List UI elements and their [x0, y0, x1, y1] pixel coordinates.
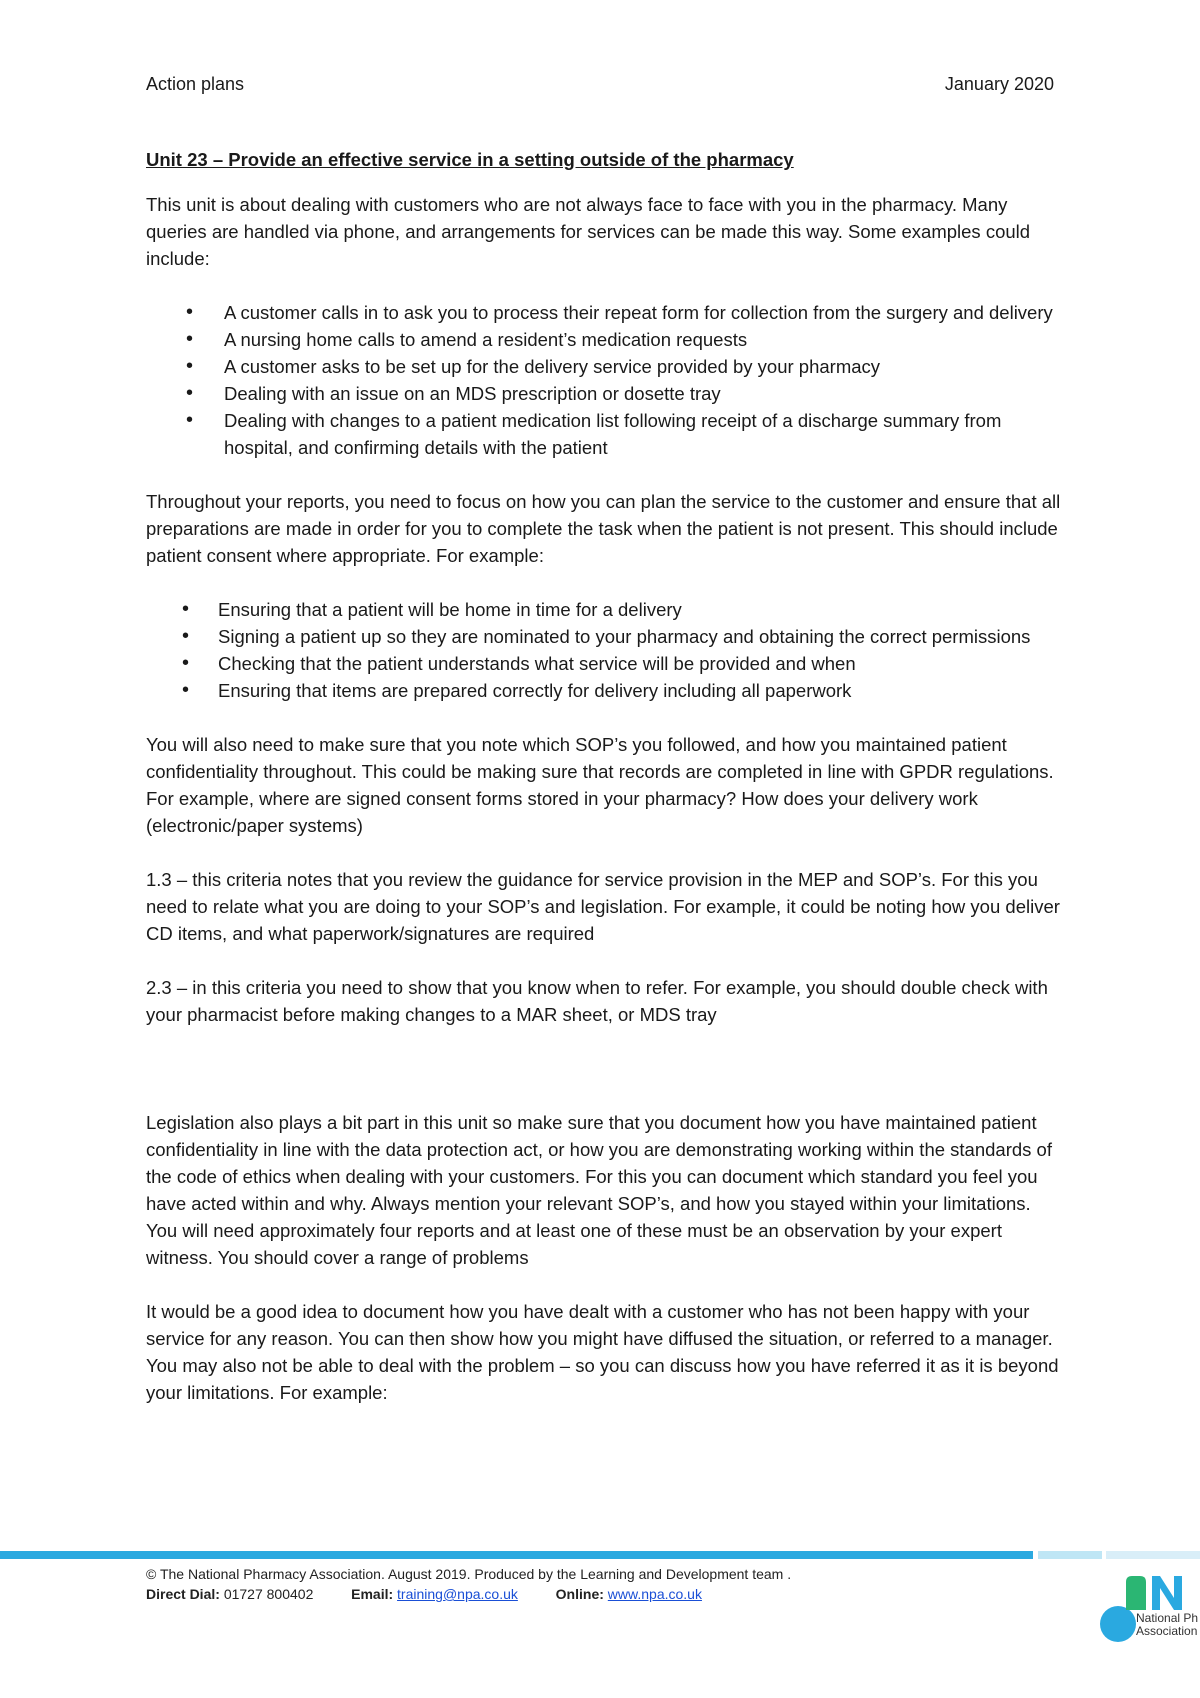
list-item: • A nursing home calls to amend a resident’s medication requests: [146, 326, 1066, 353]
legislation-paragraph: Legislation also plays a bit part in this unit so make sure that you document how you have maintained patient confidentiality in line with the data protection act, or how you are demonstrating working within the standards of the code of ethics when dealing with your customers. For this you can document which standard you feel you have acted within and why. Always mention your relevant SOP’s, and how you stayed within your limitations.: [146, 1112, 1052, 1214]
direct-dial-value: 01727 800402: [223, 1586, 314, 1602]
footer-rule-accent: [1038, 1551, 1102, 1559]
list-item: • Ensuring that items are prepared correctly for delivery including all paperwork: [146, 677, 1066, 704]
list-item: • Checking that the patient understands what service will be provided and when: [146, 650, 1066, 677]
page-footer: [146, 1564, 791, 1604]
sop-paragraph: You will also need to make sure that you note which SOP’s you followed, and how you maintained patient confidentiality throughout. This could be making sure that records are completed in line with GPDR regulations. For example, where are signed consent forms stored in your pharmacy? How does your delivery work (electronic/paper systems): [146, 734, 1054, 836]
list-item: • A customer asks to be set up for the delivery service provided by your pharmacy: [146, 353, 1066, 380]
logo-text-line: National Ph: [1136, 1611, 1199, 1625]
email-link[interactable]: training@npa.co.uk: [397, 1586, 518, 1602]
header-left: Action plans: [146, 74, 245, 94]
intro-paragraph: This unit is about dealing with customers who are not always face to face with you in the pharmacy. Many queries are handled via phone, and arrangements for services can be made this way. Some examples could include:: [146, 194, 1031, 269]
examples-list: [146, 299, 1066, 461]
footer-copyright: © The National Pharmacy Association. August 2019. Produced by the Learning and Development team .: [146, 1566, 792, 1582]
footer-rule-accent: [1106, 1551, 1200, 1559]
footer-contacts: [146, 1584, 791, 1604]
reports-paragraph: Throughout your reports, you need to focus on how you can plan the service to the customer and ensure that all preparations are made in order for you to complete the task when the patient is not present. This should include patient consent where appropriate. For example:: [146, 491, 1061, 566]
preparations-list: [146, 596, 1066, 704]
list-item: • Dealing with changes to a patient medication list following receipt of a discharge summary from hospital, and confirming details with the patient: [146, 407, 1066, 461]
logo-wordmark: [1136, 1612, 1198, 1638]
npa-logo: [1100, 1572, 1200, 1698]
header-right: January 2020: [944, 74, 1054, 94]
list-item: • Signing a patient up so they are nominated to your pharmacy and obtaining the correct permissions: [146, 623, 1066, 650]
criteria-1-3-paragraph: 1.3 – this criteria notes that you review the guidance for service provision in the MEP and SOP’s. For this you need to relate what you are doing to your SOP’s and legislation. For example, it could be noting how you deliver CD items, and what paperwork/signatures are required: [146, 869, 1060, 944]
unhappy-customer-paragraph: It would be a good idea to document how you have dealt with a customer who has not been happy with your service for any reason. You can then show how you might have diffused the situation, or referred to a manager. You may also not be able to deal with the problem – so you can discuss how you have referred it as it is beyond your limitations. For example:: [146, 1301, 1059, 1403]
criteria-2-3-paragraph: 2.3 – in this criteria you need to show that you know when to refer. For example, you should double check with your pharmacist before making changes to a MAR sheet, or MDS tray: [146, 977, 1048, 1025]
reports-count-paragraph: You will need approximately four reports and at least one of these must be an observation by your expert witness. You should cover a range of problems: [146, 1220, 1002, 1268]
list-item: • Dealing with an issue on an MDS prescription or dosette tray: [146, 380, 1066, 407]
document-body: [146, 146, 1066, 1433]
footer-rule: [0, 1551, 1033, 1559]
website-link[interactable]: www.npa.co.uk: [607, 1586, 702, 1602]
logo-text-line: Association: [1136, 1624, 1198, 1638]
email-label: Email:: [351, 1586, 394, 1602]
list-item: • Ensuring that a patient will be home in time for a delivery: [146, 596, 1066, 623]
list-item: • A customer calls in to ask you to process their repeat form for collection from the surgery and delivery: [146, 299, 1066, 326]
online-label: Online:: [555, 1586, 604, 1602]
unit-title: Unit 23 – Provide an effective service in a setting outside of the pharmacy: [146, 149, 794, 170]
direct-dial-label: Direct Dial:: [146, 1586, 220, 1602]
blank-spacer: [146, 1055, 1066, 1109]
